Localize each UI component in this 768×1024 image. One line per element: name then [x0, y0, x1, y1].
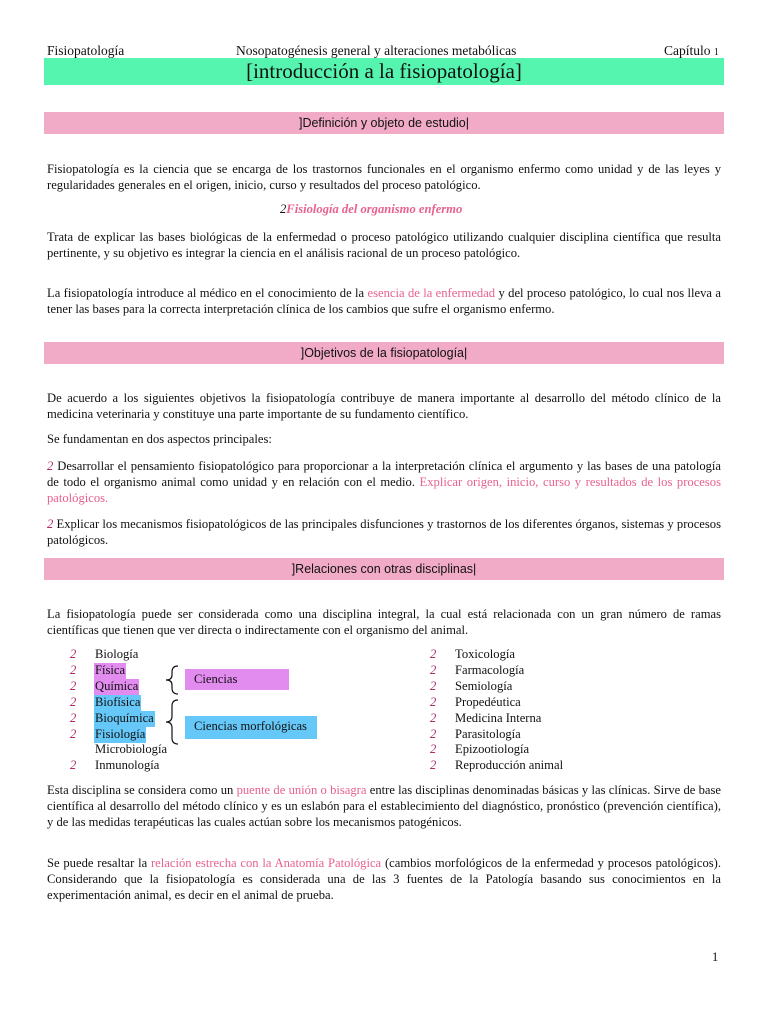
paragraph-objetivos: De acuerdo a los siguientes objetivos la fisiopatología contribuye de manera importante al desarrollo del método clínico de la medicina veterinaria y constituye una parte importante de su fundamento científico.: [47, 391, 721, 421]
subheading-fisiologia: [280, 202, 462, 217]
subheading-number: 2: [280, 202, 287, 216]
paragraph-esencia: [47, 285, 721, 317]
list-item-text: Medicina Interna: [455, 711, 542, 725]
text-run: y del proceso patológico, lo cual nos lleva a tener las bases para la correcta interpretación clínica de los cambios que sufre el organismo enfermo.: [47, 286, 721, 316]
header-left: Fisiopatología: [47, 43, 125, 58]
highlight-anatomia: relación estrecha con la Anatomía Patológica: [150, 856, 382, 870]
list-item-text: Microbiología: [95, 742, 168, 756]
bullet-icon: 2: [70, 758, 77, 772]
list-item-text: Toxicología: [455, 647, 515, 661]
list-item-text: Bioquímica: [95, 711, 154, 725]
section-heading-objetivos: ]Objetivos de la fisiopatología|: [44, 342, 724, 364]
list-item-text: Biofísica: [95, 695, 141, 709]
subheading-text: Fisiología del organismo enfermo: [286, 202, 463, 216]
list-item-text: Semiología: [455, 679, 513, 693]
header-right: [664, 43, 719, 59]
bullet-icon: 2: [70, 647, 77, 661]
text-run: Explicar los mecanismos fisiopatológicos de las principales disfunciones y trastornos de los diferentes órganos, sistemas y procesos patológicos.: [47, 517, 721, 547]
list-item-text: Inmunología: [95, 758, 160, 772]
text-run: entre las disciplinas denominadas básicas y las clínicas. Sirve de base científica al desarrollo del método clínico y es un eslabón para el establecimiento del diagnóstico, pronóstico (prevención científica), y de las medidas terapéuticas las cuales actúan sobre los mecanismos patogénicos.: [47, 783, 721, 829]
bullet-icon: 2: [430, 679, 437, 693]
objective-item-1: [47, 458, 721, 506]
paragraph-anatomia: [47, 855, 721, 903]
bullet-icon: 2: [430, 647, 437, 661]
text-run: Esta disciplina se considera como un: [47, 783, 237, 797]
bullet-icon: 2: [430, 695, 437, 709]
list-item-text: Epizootiología: [455, 742, 530, 756]
highlight-explicar: Explicar origen, inicio, curso y resultados de los procesos patológicos.: [47, 475, 721, 505]
bullet-icon: 2: [47, 517, 54, 531]
list-item-text: Reproducción animal: [455, 758, 564, 772]
bullet-icon: 2: [70, 663, 77, 677]
page-number: 1: [712, 950, 719, 964]
list-item-text: Parasitología: [455, 727, 521, 741]
bullet-icon: 2: [47, 459, 54, 473]
bullet-icon: 2: [430, 758, 437, 772]
paragraph-puente: [47, 782, 721, 830]
bullet-icon: 2: [70, 695, 77, 709]
objective-item-2: [47, 516, 721, 548]
ciencias-box: Ciencias: [185, 669, 289, 690]
list-item-text: Fisiología: [95, 727, 146, 741]
highlight-puente: puente de unión o bisagra: [236, 783, 367, 797]
paragraph-aspectos: Se fundamentan en dos aspectos principales:: [47, 432, 272, 446]
header-center: Nosopatogénesis general y alteraciones metabólicas: [236, 43, 517, 58]
paragraph-definition: Fisiopatología es la ciencia que se encarga de los trastornos funcionales en el organismo enfermo como unidad y de las leyes y regularidades generales en el origen, inicio, curso y resultados del proceso patológico.: [47, 162, 721, 192]
section-heading-definicion: ]Definición y objeto de estudio|: [44, 112, 724, 134]
bullet-icon: 2: [70, 711, 77, 725]
bullet-icon: 2: [430, 727, 437, 741]
list-item-text: Física: [95, 663, 126, 677]
page-title: [introducción a la fisiopatología]: [44, 58, 724, 85]
brace-icon: [160, 664, 186, 746]
bullet-icon: 2: [430, 711, 437, 725]
list-item-text: Farmacología: [455, 663, 525, 677]
header-chapter-number: 1: [713, 47, 719, 58]
header-chapter-label: Capítulo: [664, 43, 711, 58]
bullet-icon: 2: [70, 727, 77, 741]
bullet-icon: 2: [430, 663, 437, 677]
section-heading-relaciones: ]Relaciones con otras disciplinas|: [44, 558, 724, 580]
list-item-text: Biología: [95, 647, 139, 661]
list-item-text: Química: [95, 679, 139, 693]
paragraph-disciplina-integral: La fisiopatología puede ser considerada como una disciplina integral, la cual está relacionada con un gran número de ramas científicas que tienen que ver directa o indirectamente con el organismo del animal.: [47, 607, 721, 637]
highlight-esencia: esencia de la enfermedad: [367, 286, 496, 300]
text-run: (cambios morfológicos de la enfermedad y procesos patológicos). Considerando que la fisiopatología es considerada una de las 3 fuentes de la Patología basando sus conocimientos en la experimentación animal, es decir en el animal de prueba.: [47, 856, 721, 902]
list-item-text: Propedéutica: [455, 695, 521, 709]
text-run: La fisiopatología introduce al médico en el conocimiento de la: [47, 286, 368, 300]
text-run: Desarrollar el pensamiento fisiopatológico para proporcionar a la interpretación clínica el argumento y las bases de una patología de todo el organismo animal como unidad y en relación con el medio.: [47, 459, 721, 489]
ciencias-morfologicas-box: Ciencias morfológicas: [185, 716, 317, 739]
text-run: Se puede resaltar la: [47, 856, 151, 870]
bullet-icon: 2: [70, 679, 77, 693]
bullet-icon: 2: [430, 742, 437, 756]
paragraph-bases-biologicas: Trata de explicar las bases biológicas de la enfermedad o proceso patológico utilizando cualquier disciplina científica que resulta pertinente, y su objetivo es integrar la ciencia en el análisis racional de un proceso patológico.: [47, 230, 721, 260]
